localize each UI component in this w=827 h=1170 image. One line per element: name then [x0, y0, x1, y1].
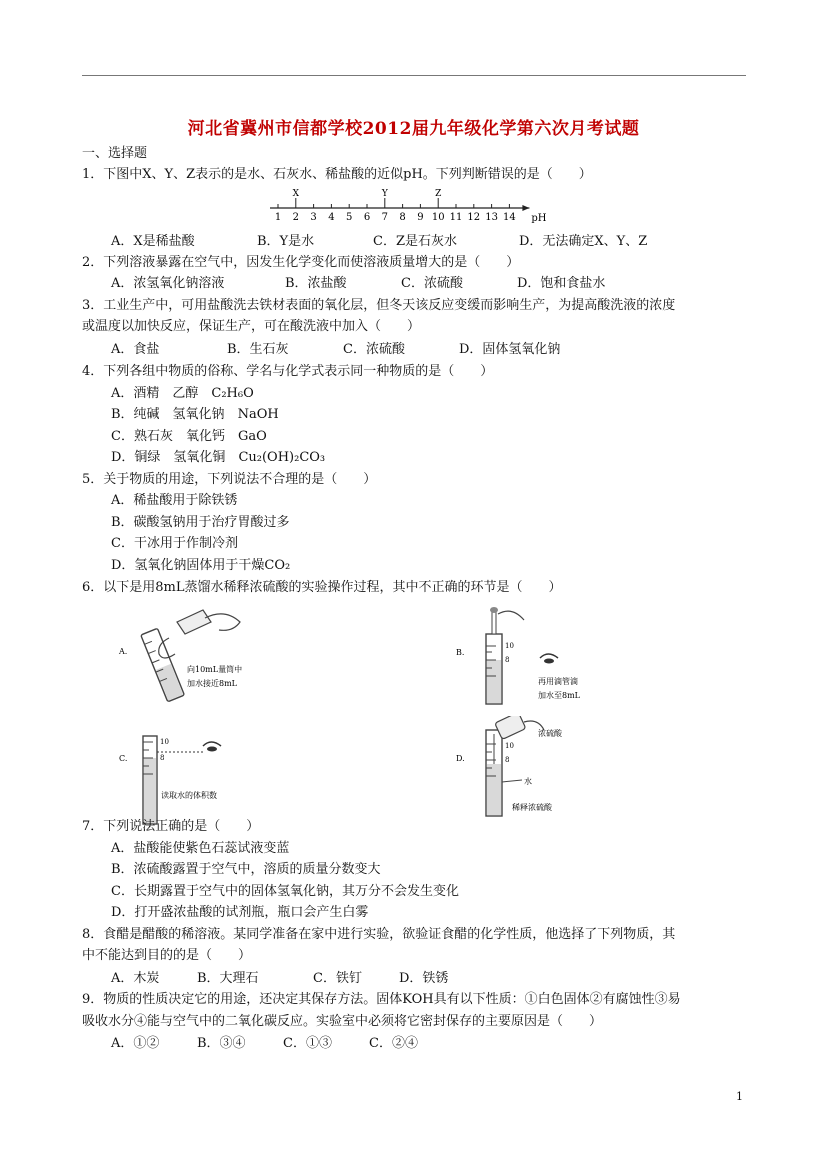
- q1-options: [111, 233, 647, 251]
- q2-option-b[interactable]: B．浓盐酸: [285, 276, 347, 291]
- q9-stem-line2: 吸收水分④能与空气中的二氧化碳反应。实验室中必须将它密封保存的主要原因是（ ）: [82, 1014, 603, 1029]
- q4-option-b[interactable]: B．纯碱 氢氧化钠 NaOH: [111, 407, 279, 422]
- q6-figure-c[interactable]: [115, 730, 275, 830]
- q7-option-c[interactable]: C．长期露置于空气中的固体氢氧化钠，其万分不会发生变化: [111, 884, 459, 899]
- q3-stem-line1: 3．工业生产中，可用盐酸洗去铁材表面的氧化层，但冬天该反应变缓而影响生产，为提高酸洗液的浓度: [82, 298, 676, 313]
- ph-scale: [262, 188, 562, 224]
- q2-option-a[interactable]: A．浓氢氧化钠溶液: [111, 276, 225, 291]
- q8-option-c[interactable]: C．铁钉: [313, 971, 362, 986]
- q8-option-a[interactable]: A．木炭: [111, 971, 160, 986]
- q5-stem: 5．关于物质的用途，下列说法不合理的是（ ）: [82, 472, 377, 487]
- q6-figure-d-scale-10: 10: [505, 742, 514, 750]
- q8-stem-line1: 8．食醋是醋酸的稀溶液。某同学准备在家中进行实验，欲验证食醋的化学性质，他选择了下列物质，其: [82, 927, 676, 942]
- ph-marker-label-z: Z: [435, 189, 442, 199]
- ph-tick-label: 2: [292, 212, 299, 223]
- q6-figure-a-caption-2: 加水接近8mL: [187, 679, 237, 688]
- section-heading: 一、选择题: [82, 146, 148, 161]
- q8-stem-line2: 中不能达到目的的是（ ）: [82, 948, 252, 963]
- q1-option-a[interactable]: A．X是稀盐酸: [111, 234, 195, 249]
- q6-figure-b-scale-10: 10: [505, 642, 514, 650]
- q2-option-d[interactable]: D．饱和食盐水: [517, 276, 606, 291]
- q2-options: [111, 275, 605, 293]
- q3-option-b[interactable]: B．生石灰: [227, 342, 289, 357]
- ph-tick-label: 8: [399, 212, 406, 223]
- header-rule: [82, 75, 746, 76]
- q7-option-d[interactable]: D．打开盛浓盐酸的试剂瓶，瓶口会产生白雾: [111, 905, 369, 920]
- q6-figure-a[interactable]: [115, 608, 275, 703]
- q6-figure-b-label: B.: [456, 648, 465, 657]
- q7-stem: 7．下列说法正确的是（ ）: [82, 819, 260, 834]
- q6-figure-d-scale-8: 8: [505, 756, 510, 764]
- q7-option-b[interactable]: B．浓硫酸露置于空气中，溶质的质量分数变大: [111, 862, 381, 877]
- q6-figure-b[interactable]: [452, 606, 592, 706]
- ph-tick-label: 1: [274, 212, 282, 223]
- q2-option-c[interactable]: C．浓硫酸: [401, 276, 463, 291]
- ph-tick-label: 12: [467, 212, 481, 223]
- q9-option-a[interactable]: A．①②: [111, 1036, 160, 1051]
- q9-stem-line1: 9．物质的性质决定它的用途，还决定其保存方法。固体KOH具有以下性质：①白色固体②有腐蚀性③易: [82, 992, 681, 1007]
- q9-option-c[interactable]: C．①③: [283, 1036, 332, 1051]
- q1-option-d[interactable]: D．无法确定X、Y、Z: [519, 234, 648, 249]
- q5-option-b[interactable]: B．碳酸氢钠用于治疗胃酸过多: [111, 515, 290, 530]
- q5-option-d[interactable]: D．氢氧化钠固体用于干燥CO₂: [111, 558, 291, 573]
- q6-figure-b-caption-1: 再用滴管滴: [538, 677, 578, 686]
- q6-stem: 6．以下是用8mL蒸馏水稀释浓硫酸的实验操作过程，其中不正确的环节是（ ）: [82, 580, 562, 595]
- q4-option-c[interactable]: C．熟石灰 氧化钙 GaO: [111, 429, 267, 444]
- ph-tick-label: 11: [449, 212, 463, 223]
- ph-axis-arrow: [522, 205, 529, 211]
- q6-figure-d[interactable]: [452, 716, 612, 820]
- q6-figure-d-label: D.: [456, 754, 465, 763]
- q5-option-a[interactable]: A．稀盐酸用于除铁锈: [111, 493, 238, 508]
- q6-figure-c-scale-8: 8: [160, 754, 165, 762]
- ph-tick-label: 6: [363, 212, 371, 223]
- ph-marker-label-x: X: [292, 189, 300, 199]
- page-title: 河北省冀州市信都学校2012届九年级化学第六次月考试题: [187, 119, 640, 139]
- ph-tick-label: 3: [310, 212, 317, 223]
- q7-option-a[interactable]: A．盐酸能使紫色石蕊试液变蓝: [111, 841, 290, 856]
- q3-options: [111, 341, 560, 359]
- q6-figure-d-caption: 稀释浓硫酸: [512, 803, 552, 812]
- ph-marker-label-y: Y: [381, 189, 388, 199]
- q1-option-c[interactable]: C．Z是石灰水: [373, 234, 457, 249]
- q9-option-d[interactable]: C．②④: [369, 1036, 418, 1051]
- q3-option-d[interactable]: D．固体氢氧化钠: [459, 342, 561, 357]
- q2-stem: 2．下列溶液暴露在空气中，因发生化学变化而使溶液质量增大的是（ ）: [82, 255, 520, 270]
- ph-tick-label: 10: [431, 212, 445, 223]
- q5-option-c[interactable]: C．干冰用于作制冷剂: [111, 536, 238, 551]
- q6-figure-b-caption-2: 加水至8mL: [538, 691, 580, 700]
- q6-figure-b-scale-8: 8: [505, 656, 510, 664]
- q9-option-b[interactable]: B．③④: [197, 1036, 246, 1051]
- q1-option-b[interactable]: B．Y是水: [257, 234, 315, 249]
- ph-unit-label: pH: [531, 213, 547, 224]
- q4-stem: 4．下列各组中物质的俗称、学名与化学式表示同一种物质的是（ ）: [82, 364, 494, 379]
- q6-figure-d-water-label: 水: [524, 777, 532, 786]
- q1-stem: 1．下图中X、Y、Z表示的是水、石灰水、稀盐酸的近似pH。下列判断错误的是（ ）: [82, 167, 592, 182]
- ph-tick-label: 5: [346, 212, 353, 223]
- ph-tick-label: 4: [328, 212, 335, 223]
- q6-figure-c-caption: 读取水的体积数: [161, 791, 217, 800]
- q3-option-c[interactable]: C．浓硫酸: [343, 342, 405, 357]
- q4-option-a[interactable]: A．酒精 乙醇 C₂H₆O: [111, 386, 254, 401]
- q9-options: [111, 1035, 418, 1053]
- q8-option-d[interactable]: D．铁锈: [399, 971, 449, 986]
- q3-stem-line2: 或温度以加快反应，保证生产，可在酸洗液中加入（ ）: [82, 319, 421, 334]
- q4-option-d[interactable]: D．铜绿 氢氧化铜 Cu₂(OH)₂CO₃: [111, 450, 326, 465]
- q6-figure-a-caption-1: 向10mL量筒中: [187, 665, 243, 674]
- q6-figure-c-label: C.: [119, 754, 128, 763]
- q6-figure-d-reagent-label: 浓硫酸: [538, 729, 562, 738]
- ph-tick-label: 13: [485, 212, 498, 223]
- page-number: 1: [736, 1090, 743, 1103]
- q8-options: [111, 970, 448, 988]
- ph-tick-label: 14: [503, 212, 516, 223]
- q8-option-b[interactable]: B．大理石: [197, 971, 259, 986]
- q6-figure-c-scale-10: 10: [160, 738, 169, 746]
- ph-tick-label: 7: [381, 212, 388, 223]
- ph-tick-label: 9: [417, 212, 424, 223]
- q6-figure-a-label: A.: [119, 647, 128, 656]
- q3-option-a[interactable]: A．食盐: [111, 342, 160, 357]
